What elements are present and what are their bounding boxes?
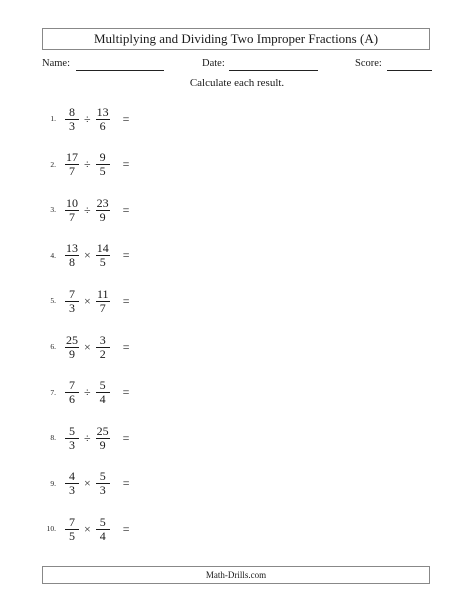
second-fraction xyxy=(95,379,111,406)
date-blank-line xyxy=(229,70,318,71)
second-numerator: 25 xyxy=(96,423,109,438)
first-numerator: 4 xyxy=(69,469,75,484)
score-label: Score: xyxy=(355,58,382,69)
problem-row xyxy=(0,145,474,185)
second-fraction xyxy=(95,334,111,361)
first-fraction xyxy=(64,242,80,269)
operator-sign: × xyxy=(84,521,91,536)
date-label: Date: xyxy=(202,58,225,69)
equals-sign: = xyxy=(122,430,130,445)
name-label: Name: xyxy=(42,58,70,69)
first-numerator: 5 xyxy=(69,423,75,438)
problem-number: 3. xyxy=(50,205,56,215)
operator-sign: × xyxy=(84,248,91,263)
first-fraction xyxy=(64,425,80,452)
first-numerator: 25 xyxy=(66,332,78,347)
problem-row xyxy=(0,327,474,367)
name-field xyxy=(42,58,70,69)
first-fraction xyxy=(64,197,80,224)
equals-sign: = xyxy=(122,248,130,263)
first-fraction xyxy=(64,516,80,543)
score-blank-line xyxy=(387,70,432,71)
problem-expression xyxy=(64,418,129,458)
operator-sign: ÷ xyxy=(84,157,91,172)
second-numerator: 5 xyxy=(99,514,106,529)
second-numerator: 23 xyxy=(96,195,109,210)
first-numerator: 13 xyxy=(66,241,78,256)
first-numerator: 8 xyxy=(69,104,75,119)
problem-expression xyxy=(64,327,130,367)
first-denominator: 3 xyxy=(69,118,75,133)
operator-sign: × xyxy=(84,339,91,354)
problem-number: 9. xyxy=(50,478,56,488)
second-fraction xyxy=(95,106,111,133)
first-denominator: 9 xyxy=(69,346,75,361)
problem-expression xyxy=(64,236,130,276)
operator-sign: ÷ xyxy=(84,385,91,400)
problem-number: 2. xyxy=(50,159,56,169)
second-fraction xyxy=(95,242,111,269)
problem-row xyxy=(0,509,474,549)
operator-sign: × xyxy=(84,476,91,491)
equals-sign: = xyxy=(122,385,130,400)
first-numerator: 17 xyxy=(66,150,78,165)
first-denominator: 7 xyxy=(69,209,75,224)
problem-row xyxy=(0,464,474,504)
first-denominator: 8 xyxy=(69,255,75,270)
problem-expression xyxy=(64,281,130,321)
problem-row xyxy=(0,281,474,321)
first-denominator: 3 xyxy=(69,483,75,498)
second-denominator: 5 xyxy=(99,255,106,270)
second-fraction xyxy=(95,516,111,543)
equals-sign: = xyxy=(122,202,130,217)
second-denominator: 3 xyxy=(99,483,106,498)
first-fraction xyxy=(64,470,80,497)
second-denominator: 9 xyxy=(99,437,106,452)
first-denominator: 3 xyxy=(69,300,75,315)
equals-sign: = xyxy=(122,111,130,126)
second-numerator: 5 xyxy=(99,378,106,393)
first-denominator: 6 xyxy=(69,392,75,407)
second-fraction xyxy=(95,197,111,224)
name-blank-line xyxy=(76,70,164,71)
footer-site: Math-Drills.com xyxy=(42,566,430,584)
second-fraction xyxy=(95,425,111,452)
first-numerator: 7 xyxy=(69,286,75,301)
first-fraction xyxy=(64,106,80,133)
problem-expression xyxy=(64,99,129,139)
second-numerator: 5 xyxy=(99,469,106,484)
problem-row xyxy=(0,236,474,276)
first-fraction xyxy=(64,151,80,178)
problem-row xyxy=(0,418,474,458)
instructions: Calculate each result. xyxy=(189,77,285,89)
second-denominator: 4 xyxy=(99,528,106,543)
operator-sign: ÷ xyxy=(84,430,91,445)
operator-sign: ÷ xyxy=(84,202,91,217)
equals-sign: = xyxy=(122,476,130,491)
problem-row xyxy=(0,190,474,230)
second-fraction xyxy=(95,151,111,178)
problem-number: 4. xyxy=(50,250,56,260)
problem-expression xyxy=(64,190,129,230)
first-denominator: 5 xyxy=(69,528,75,543)
problem-row xyxy=(0,99,474,139)
equals-sign: = xyxy=(122,157,130,172)
problem-expression xyxy=(64,373,129,413)
problem-number: 1. xyxy=(50,114,56,123)
second-denominator: 9 xyxy=(99,209,106,224)
operator-sign: × xyxy=(84,293,91,308)
second-numerator: 11 xyxy=(97,286,109,301)
first-numerator: 7 xyxy=(69,514,75,529)
problem-row xyxy=(0,373,474,413)
second-denominator: 4 xyxy=(99,392,106,407)
second-numerator: 14 xyxy=(96,241,109,256)
problem-number: 10. xyxy=(46,524,56,534)
second-denominator: 2 xyxy=(99,346,106,361)
second-fraction xyxy=(95,470,111,497)
problem-expression xyxy=(64,145,129,185)
date-field xyxy=(202,58,225,69)
first-fraction xyxy=(64,379,80,406)
equals-sign: = xyxy=(122,293,130,308)
score-field xyxy=(355,58,382,69)
second-fraction xyxy=(95,288,111,315)
second-denominator: 5 xyxy=(99,164,106,179)
problem-expression xyxy=(64,464,130,504)
second-numerator: 13 xyxy=(96,104,109,119)
problem-number: 5. xyxy=(50,296,56,306)
first-denominator: 7 xyxy=(69,164,75,179)
second-numerator: 9 xyxy=(99,150,106,165)
first-fraction xyxy=(64,334,80,361)
first-fraction xyxy=(64,288,80,315)
problem-number: 8. xyxy=(50,433,56,443)
equals-sign: = xyxy=(122,521,130,536)
problem-expression xyxy=(64,509,130,549)
first-numerator: 7 xyxy=(69,378,75,393)
equals-sign: = xyxy=(122,339,130,354)
problem-number: 7. xyxy=(50,387,56,397)
operator-sign: ÷ xyxy=(84,111,91,126)
second-numerator: 3 xyxy=(99,332,106,347)
problem-number: 6. xyxy=(50,342,56,351)
worksheet-title: Multiplying and Dividing Two Improper Fractions (A) xyxy=(42,28,430,50)
second-denominator: 6 xyxy=(99,118,106,133)
first-numerator: 10 xyxy=(66,195,78,210)
second-denominator: 7 xyxy=(99,300,106,315)
first-denominator: 3 xyxy=(69,437,75,452)
